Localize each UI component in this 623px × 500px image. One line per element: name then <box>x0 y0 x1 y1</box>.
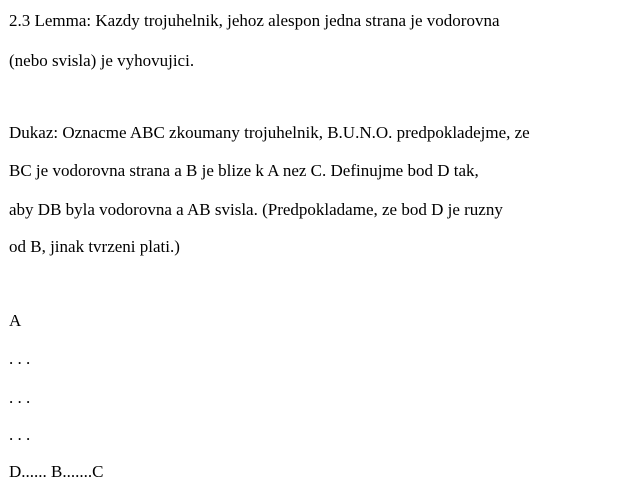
proof-line-3: aby DB byla vodorovna a AB svisla. (Predpokladame, ze bod D je ruzny <box>9 200 503 219</box>
diagram-line-1: A <box>9 311 22 330</box>
diagram-line-4: . . . <box>9 425 31 444</box>
proof-line-2: BC je vodorovna strana a B je blize k A nez C. Definujme bod D tak, <box>9 161 479 180</box>
proof-line-4: od B, jinak tvrzeni plati.) <box>9 237 180 256</box>
proof-line-1: Dukaz: Oznacme ABC zkoumany trojuhelnik, B.U.N.O. predpokladejme, ze <box>9 123 530 142</box>
diagram-line-5: D...... B.......C <box>9 462 104 481</box>
diagram-line-2: . . . <box>9 349 31 368</box>
lemma-line-2: (nebo svisla) je vyhovujici. <box>9 51 195 70</box>
diagram-line-3: . . . <box>9 388 31 407</box>
lemma-line-1: 2.3 Lemma: Kazdy trojuhelnik, jehoz alespon jedna strana je vodorovna <box>9 11 500 30</box>
